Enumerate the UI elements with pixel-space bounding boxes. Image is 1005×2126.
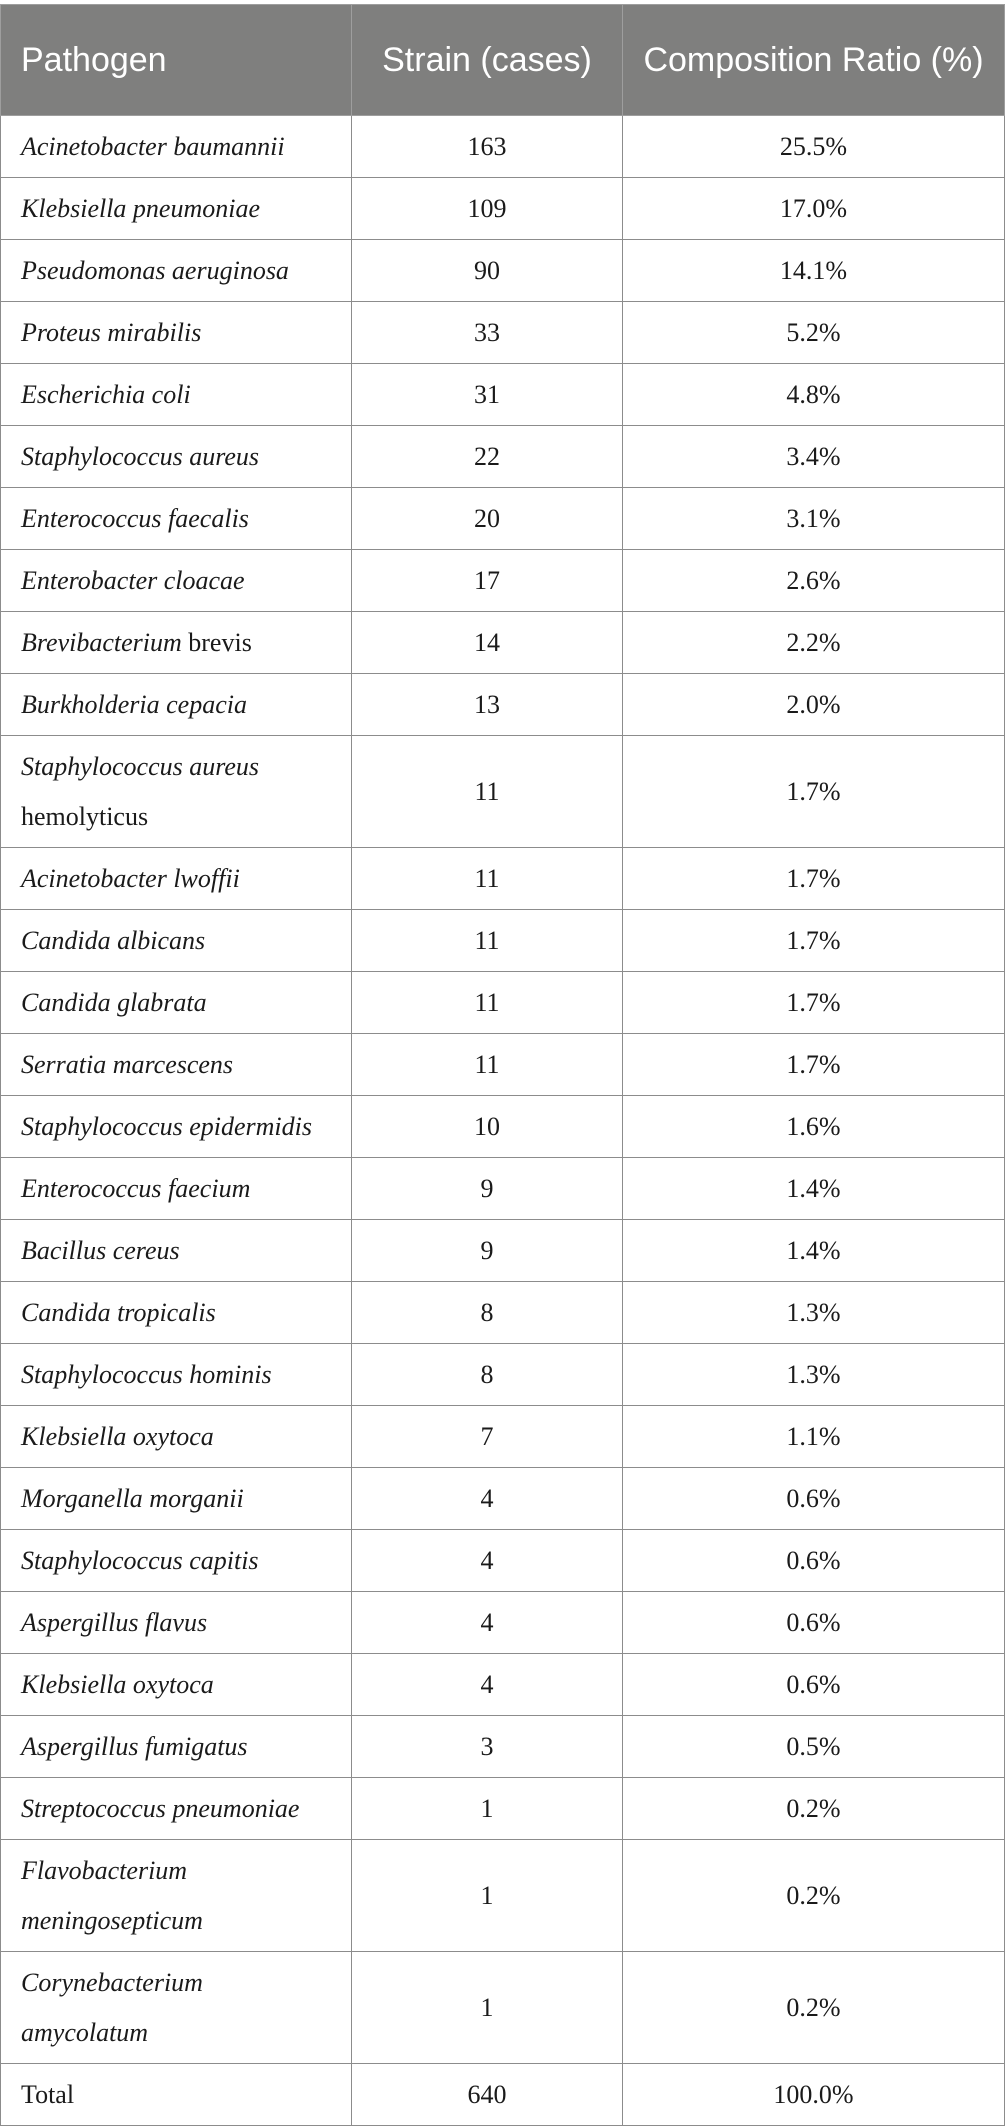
pathogen-name bbox=[1, 1220, 352, 1282]
table-row bbox=[1, 178, 1005, 240]
pathogen-name bbox=[1, 178, 352, 240]
table-row bbox=[1, 364, 1005, 426]
header-composition-ratio: Composition Ratio (%) bbox=[623, 5, 1005, 116]
strain-cases: 22 bbox=[352, 426, 623, 488]
pathogen-name bbox=[1, 1654, 352, 1716]
composition-ratio: 0.6% bbox=[623, 1530, 1005, 1592]
composition-ratio: 1.7% bbox=[623, 1034, 1005, 1096]
pathogen-name-italic: Flavobacterium meningosepticum bbox=[21, 1855, 203, 1935]
table-row bbox=[1, 1952, 1005, 2064]
composition-ratio: 0.5% bbox=[623, 1716, 1005, 1778]
pathogen-name bbox=[1, 1282, 352, 1344]
table-row bbox=[1, 1592, 1005, 1654]
composition-ratio: 1.7% bbox=[623, 736, 1005, 848]
pathogen-name-plain: brevis bbox=[181, 627, 252, 657]
strain-cases: 17 bbox=[352, 550, 623, 612]
pathogen-name-plain: hemolyticus bbox=[21, 801, 149, 831]
strain-cases: 13 bbox=[352, 674, 623, 736]
pathogen-name bbox=[1, 1952, 352, 2064]
strain-cases: 11 bbox=[352, 736, 623, 848]
composition-ratio: 1.3% bbox=[623, 1344, 1005, 1406]
strain-cases: 8 bbox=[352, 1282, 623, 1344]
pathogen-name bbox=[1, 488, 352, 550]
total-label: Total bbox=[1, 2064, 352, 2126]
strain-cases: 90 bbox=[352, 240, 623, 302]
composition-ratio: 2.6% bbox=[623, 550, 1005, 612]
pathogen-name bbox=[1, 1344, 352, 1406]
pathogen-name bbox=[1, 1406, 352, 1468]
strain-cases: 11 bbox=[352, 910, 623, 972]
pathogen-name-italic: Staphylococcus hominis bbox=[21, 1359, 272, 1389]
pathogen-name-italic: Serratia marcescens bbox=[21, 1049, 234, 1079]
pathogen-name bbox=[1, 612, 352, 674]
pathogen-name-italic: Klebsiella oxytoca bbox=[21, 1669, 214, 1699]
total-row bbox=[1, 2064, 1005, 2126]
composition-ratio: 0.2% bbox=[623, 1778, 1005, 1840]
pathogen-name-italic: Corynebacterium amycolatum bbox=[21, 1967, 203, 2047]
strain-cases: 9 bbox=[352, 1220, 623, 1282]
strain-cases: 4 bbox=[352, 1654, 623, 1716]
pathogen-name bbox=[1, 1096, 352, 1158]
pathogen-name bbox=[1, 1778, 352, 1840]
table-row bbox=[1, 1468, 1005, 1530]
composition-ratio: 0.6% bbox=[623, 1468, 1005, 1530]
strain-cases: 9 bbox=[352, 1158, 623, 1220]
table-row bbox=[1, 1158, 1005, 1220]
pathogen-name-italic: Acinetobacter lwoffii bbox=[21, 863, 240, 893]
strain-cases: 1 bbox=[352, 1952, 623, 2064]
composition-ratio: 1.4% bbox=[623, 1220, 1005, 1282]
strain-cases: 7 bbox=[352, 1406, 623, 1468]
composition-ratio: 0.2% bbox=[623, 1952, 1005, 2064]
composition-ratio: 0.2% bbox=[623, 1840, 1005, 1952]
pathogen-name-italic: Staphylococcus epidermidis bbox=[21, 1111, 312, 1141]
strain-cases: 31 bbox=[352, 364, 623, 426]
pathogen-name-italic: Burkholderia cepacia bbox=[21, 689, 247, 719]
pathogen-name bbox=[1, 302, 352, 364]
table-row bbox=[1, 1530, 1005, 1592]
pathogen-name-italic: Streptococcus pneumoniae bbox=[21, 1793, 300, 1823]
strain-cases: 1 bbox=[352, 1778, 623, 1840]
table-row bbox=[1, 1716, 1005, 1778]
pathogen-name-italic: Proteus mirabilis bbox=[21, 317, 202, 347]
strain-cases: 33 bbox=[352, 302, 623, 364]
composition-ratio: 1.3% bbox=[623, 1282, 1005, 1344]
pathogen-name-italic: Aspergillus flavus bbox=[21, 1607, 208, 1637]
strain-cases: 163 bbox=[352, 116, 623, 178]
strain-cases: 1 bbox=[352, 1840, 623, 1952]
pathogen-name-italic: Candida tropicalis bbox=[21, 1297, 216, 1327]
table-row bbox=[1, 1778, 1005, 1840]
table-row bbox=[1, 1034, 1005, 1096]
total-ratio: 100.0% bbox=[623, 2064, 1005, 2126]
pathogen-name-italic: Staphylococcus aureus bbox=[21, 751, 260, 781]
table-row bbox=[1, 426, 1005, 488]
pathogen-name bbox=[1, 550, 352, 612]
strain-cases: 11 bbox=[352, 972, 623, 1034]
pathogen-name-italic: Enterobacter cloacae bbox=[21, 565, 245, 595]
composition-ratio: 17.0% bbox=[623, 178, 1005, 240]
pathogen-name-italic: Aspergillus fumigatus bbox=[21, 1731, 248, 1761]
pathogen-name-italic: Klebsiella oxytoca bbox=[21, 1421, 214, 1451]
table-header bbox=[1, 5, 1005, 116]
header-pathogen: Pathogen bbox=[1, 5, 352, 116]
composition-ratio: 0.6% bbox=[623, 1654, 1005, 1716]
table-row bbox=[1, 1406, 1005, 1468]
pathogen-name bbox=[1, 1716, 352, 1778]
composition-ratio: 3.4% bbox=[623, 426, 1005, 488]
strain-cases: 3 bbox=[352, 1716, 623, 1778]
composition-ratio: 14.1% bbox=[623, 240, 1005, 302]
pathogen-name-italic: Pseudomonas aeruginosa bbox=[21, 255, 289, 285]
pathogen-name bbox=[1, 1592, 352, 1654]
table-row bbox=[1, 240, 1005, 302]
pathogen-name-italic: Brevibacterium bbox=[21, 627, 182, 657]
pathogen-name-italic: Acinetobacter baumannii bbox=[21, 131, 285, 161]
pathogen-name bbox=[1, 1530, 352, 1592]
header-strain-cases: Strain (cases) bbox=[352, 5, 623, 116]
pathogen-name bbox=[1, 1840, 352, 1952]
strain-cases: 109 bbox=[352, 178, 623, 240]
pathogen-name-italic: Morganella morganii bbox=[21, 1483, 244, 1513]
pathogen-name bbox=[1, 848, 352, 910]
table-row bbox=[1, 1096, 1005, 1158]
table-row bbox=[1, 736, 1005, 848]
table-row bbox=[1, 1840, 1005, 1952]
table-body bbox=[1, 116, 1005, 2126]
strain-cases: 10 bbox=[352, 1096, 623, 1158]
table-row bbox=[1, 1220, 1005, 1282]
pathogen-name-italic: Candida albicans bbox=[21, 925, 206, 955]
pathogen-name-italic: Enterococcus faecium bbox=[21, 1173, 251, 1203]
table-row bbox=[1, 550, 1005, 612]
strain-cases: 4 bbox=[352, 1468, 623, 1530]
pathogen-name-italic: Enterococcus faecalis bbox=[21, 503, 249, 533]
table-row bbox=[1, 1282, 1005, 1344]
pathogen-name bbox=[1, 240, 352, 302]
header-row bbox=[1, 5, 1005, 116]
composition-ratio: 3.1% bbox=[623, 488, 1005, 550]
pathogen-name bbox=[1, 364, 352, 426]
table-row bbox=[1, 1344, 1005, 1406]
pathogen-name bbox=[1, 1034, 352, 1096]
strain-cases: 8 bbox=[352, 1344, 623, 1406]
composition-ratio: 5.2% bbox=[623, 302, 1005, 364]
composition-ratio: 1.4% bbox=[623, 1158, 1005, 1220]
pathogen-name bbox=[1, 674, 352, 736]
strain-cases: 4 bbox=[352, 1530, 623, 1592]
strain-cases: 11 bbox=[352, 848, 623, 910]
table-row bbox=[1, 972, 1005, 1034]
table-row bbox=[1, 848, 1005, 910]
pathogen-table bbox=[0, 4, 1005, 2126]
pathogen-name-italic: Staphylococcus capitis bbox=[21, 1545, 259, 1575]
composition-ratio: 1.7% bbox=[623, 910, 1005, 972]
strain-cases: 11 bbox=[352, 1034, 623, 1096]
pathogen-name-italic: Bacillus cereus bbox=[21, 1235, 180, 1265]
total-cases: 640 bbox=[352, 2064, 623, 2126]
composition-ratio: 0.6% bbox=[623, 1592, 1005, 1654]
composition-ratio: 1.6% bbox=[623, 1096, 1005, 1158]
pathogen-name bbox=[1, 972, 352, 1034]
table-row bbox=[1, 116, 1005, 178]
pathogen-name bbox=[1, 1468, 352, 1530]
table-row bbox=[1, 612, 1005, 674]
composition-ratio: 2.2% bbox=[623, 612, 1005, 674]
pathogen-name bbox=[1, 736, 352, 848]
pathogen-name-italic: Klebsiella pneumoniae bbox=[21, 193, 261, 223]
pathogen-name bbox=[1, 116, 352, 178]
table-row bbox=[1, 674, 1005, 736]
composition-ratio: 25.5% bbox=[623, 116, 1005, 178]
pathogen-name bbox=[1, 910, 352, 972]
composition-ratio: 1.1% bbox=[623, 1406, 1005, 1468]
table-row bbox=[1, 1654, 1005, 1716]
strain-cases: 14 bbox=[352, 612, 623, 674]
table-row bbox=[1, 488, 1005, 550]
pathogen-name-italic: Staphylococcus aureus bbox=[21, 441, 260, 471]
pathogen-name bbox=[1, 426, 352, 488]
composition-ratio: 2.0% bbox=[623, 674, 1005, 736]
table-row bbox=[1, 910, 1005, 972]
strain-cases: 20 bbox=[352, 488, 623, 550]
pathogen-name-italic: Escherichia coli bbox=[21, 379, 191, 409]
table-row bbox=[1, 302, 1005, 364]
composition-ratio: 1.7% bbox=[623, 972, 1005, 1034]
composition-ratio: 1.7% bbox=[623, 848, 1005, 910]
pathogen-name bbox=[1, 1158, 352, 1220]
pathogen-name-italic: Candida glabrata bbox=[21, 987, 207, 1017]
strain-cases: 4 bbox=[352, 1592, 623, 1654]
composition-ratio: 4.8% bbox=[623, 364, 1005, 426]
